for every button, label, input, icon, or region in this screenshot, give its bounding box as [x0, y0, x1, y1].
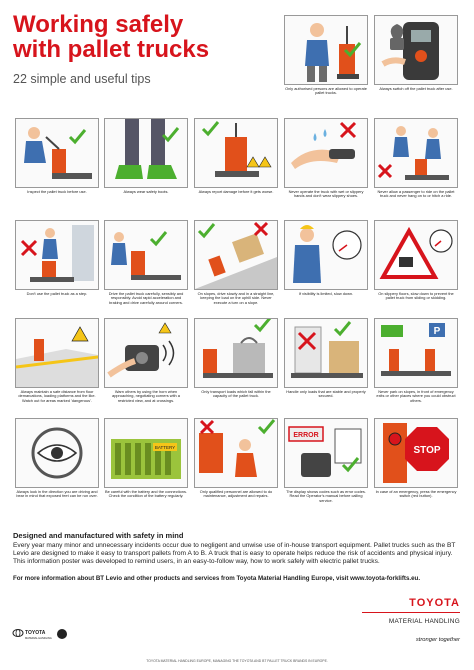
tip-caption: Always switch off the pallet truck after use.: [379, 86, 453, 91]
tip-illustration: [194, 418, 278, 488]
horn-sound-icon: [163, 341, 174, 365]
tip-emergency-switch: [374, 418, 458, 514]
tip-slippery-floors: [374, 220, 458, 316]
warning-icon: [159, 323, 171, 333]
warning-icon: [247, 157, 259, 167]
tip-illustration: [104, 418, 188, 488]
battery-label: BATTERY: [154, 445, 176, 450]
tip-safety-boots: [104, 118, 188, 214]
warning-icon: [383, 231, 435, 277]
tip-illustration: [374, 15, 458, 85]
tip-error-codes: [284, 418, 368, 514]
tagline: stronger together: [415, 637, 460, 643]
tip-caption: Handle only loads that are stable and properly secured.: [286, 389, 366, 399]
toyota-brand: TOYOTA: [409, 597, 460, 609]
tip-illustration: [284, 220, 368, 290]
tip-inspect-truck: [15, 118, 99, 214]
tip-illustration: [104, 220, 188, 290]
tip-caption: Only authorised persons are allowed to operate pallet trucks.: [285, 86, 367, 96]
bt-logo-icon: [57, 629, 67, 639]
tip-illustration: [104, 118, 188, 188]
tip-illustration: [374, 318, 458, 388]
exit-sign-icon: [381, 325, 403, 337]
tip-illustration: [284, 318, 368, 388]
tip-load-capacity: [194, 318, 278, 414]
check-icon: [163, 128, 178, 140]
tip-qualified-maintenance: [194, 418, 278, 514]
tip-safe-distance: [15, 318, 99, 414]
tip-report-damage: [194, 118, 278, 214]
title-line-2: with pallet trucks: [13, 36, 210, 63]
tip-illustration: [104, 318, 188, 388]
tip-illustration: [284, 118, 368, 188]
tip-illustration: [194, 220, 278, 290]
tip-caption: Drive the pallet truck carefully, sensibly and responsibly. Avoid rapid acceleration and braking and drive carefully around corners.: [108, 291, 184, 305]
tip-illustration: [15, 418, 99, 488]
tip-slopes: [194, 220, 278, 316]
tip-no-passengers: [374, 118, 458, 214]
weight-icon: [233, 343, 265, 373]
poster-title: [13, 12, 273, 62]
tip-caption: If visibility is limited, slow down.: [298, 291, 354, 296]
tip-caption: The display shows codes such as error codes. Read the Operator's manual before calling service.: [286, 489, 366, 503]
tip-illustration: [374, 118, 458, 188]
tip-illustration: [15, 118, 99, 188]
stop-label: STOP: [413, 445, 441, 456]
tip-caption: Never allow a passenger to ride on the pallet truck and never hang on to or hitch a ride.: [377, 189, 455, 199]
tip-caption: Only transport loads which fall within the capacity of the pallet truck.: [201, 389, 271, 399]
tip-caption: On slopes, drive slowly and in a straight line, keeping the load on the uphill side. Never execute a turn on a slope.: [197, 291, 275, 305]
tip-caption: Inspect the pallet truck before use.: [27, 189, 87, 194]
tip-caption: In case of an emergency, press the emergency switch (red button).: [375, 489, 457, 499]
error-label: ERROR: [293, 432, 319, 439]
warning-icon: [259, 157, 271, 167]
bottom-logos: [12, 628, 72, 642]
cross-icon: [379, 165, 391, 177]
tip-caption: Always wear safety boots.: [123, 189, 169, 194]
tip-not-a-step: [15, 220, 99, 316]
tip-caption: Always look in the direction you are driving and bear in mind that exposed feet can be run over.: [16, 489, 98, 499]
tip-illustration: [284, 15, 368, 85]
tip-authorised-operators: [284, 15, 368, 111]
tip-wet-hands: [284, 118, 368, 214]
check-icon: [203, 122, 218, 134]
tip-caption: Don't use the pallet truck as a step.: [26, 291, 88, 296]
tip-caption: Always maintain a safe distance from floor demarcations, loading platforms and the like. Watch out for areas marked 'dangerous'.: [18, 389, 96, 403]
parking-letter: P: [433, 326, 441, 337]
check-icon: [335, 322, 350, 334]
tip-caption: Be careful with the battery and the connections. Check the condition of the battery regularly.: [105, 489, 187, 499]
tip-illustration: [374, 418, 458, 488]
cross-icon: [201, 421, 213, 433]
tip-stable-loads: [284, 318, 368, 414]
tip-drive-carefully: [104, 220, 188, 316]
tip-look-ahead: [15, 418, 99, 514]
tip-illustration: [15, 318, 99, 388]
material-handling-label: MATERIAL HANDLING: [388, 618, 460, 625]
cross-icon: [22, 241, 36, 255]
check-icon: [255, 319, 270, 330]
check-icon: [259, 420, 274, 432]
tip-battery-care: [104, 418, 188, 514]
tip-caption: Never operate the truck with wet or slippery hands and don't wear slippery shoes.: [288, 189, 364, 199]
tip-switch-off: [374, 15, 458, 111]
legal-footer: TOYOTA MATERIAL HANDLING EUROPE, MANAGING THE TOYOTA AND BT PALLET TRUCK BRANDS IN EUROPE.: [146, 659, 328, 663]
check-icon: [151, 232, 166, 244]
poster-subtitle: 22 simple and useful tips: [13, 72, 151, 86]
warning-icon: [72, 327, 88, 341]
more-info-link-text: For more information about BT Levio and other products and services from Toyota Material Handling Europe, visit www.toyota-forklifts.eu.: [13, 575, 421, 582]
tip-illustration: [15, 220, 99, 290]
tip-parking: [374, 318, 458, 414]
tip-use-horn: [104, 318, 188, 414]
title-line-1: Working safely: [13, 11, 184, 38]
cross-icon: [341, 123, 355, 137]
toyota-logo-icon: [13, 630, 23, 637]
tip-illustration: [194, 118, 278, 188]
safety-body: Every year many minor and unnecessary incidents occur due to negligent and unwise use of in-house transport equipment. Pallet trucks such as the BT Levio are designed to make it easy to transport pallets from A to B. A truck that is easy to operate helps reduce the risk of accidents and physical injury. This information poster was developed to remind users, in an easy-to-follow way, how to work safely with electric pallet trucks.: [13, 542, 456, 566]
toyota-logo-sub: MATERIAL HANDLING: [25, 637, 52, 640]
brand-divider: [362, 612, 460, 613]
cross-icon: [255, 223, 267, 235]
safety-heading: Designed and manufactured with safety in mind: [13, 531, 184, 540]
tip-limited-visibility: [284, 220, 368, 316]
tip-caption: Always report damage before it gets worse.: [198, 189, 274, 194]
tip-caption: On slippery floors, slow down to prevent the pallet truck from sliding or skidding.: [378, 291, 454, 301]
tip-illustration: [194, 318, 278, 388]
tip-illustration: [284, 418, 368, 488]
tip-caption: Warn others by using the horn when approaching, negotiating corners with a restricted view, and at crossings.: [112, 389, 180, 403]
lock-icon: [391, 24, 404, 38]
toyota-logo-text: TOYOTA: [25, 630, 46, 636]
tip-illustration: [374, 220, 458, 290]
check-icon: [70, 130, 85, 142]
check-icon: [199, 224, 214, 236]
tip-caption: Never park on slopes, in front of emergency exits or other places where you could obstruct others.: [376, 389, 456, 403]
tip-caption: Only qualified personnel are allowed to do maintenance, adjustment and repairs.: [199, 489, 273, 499]
